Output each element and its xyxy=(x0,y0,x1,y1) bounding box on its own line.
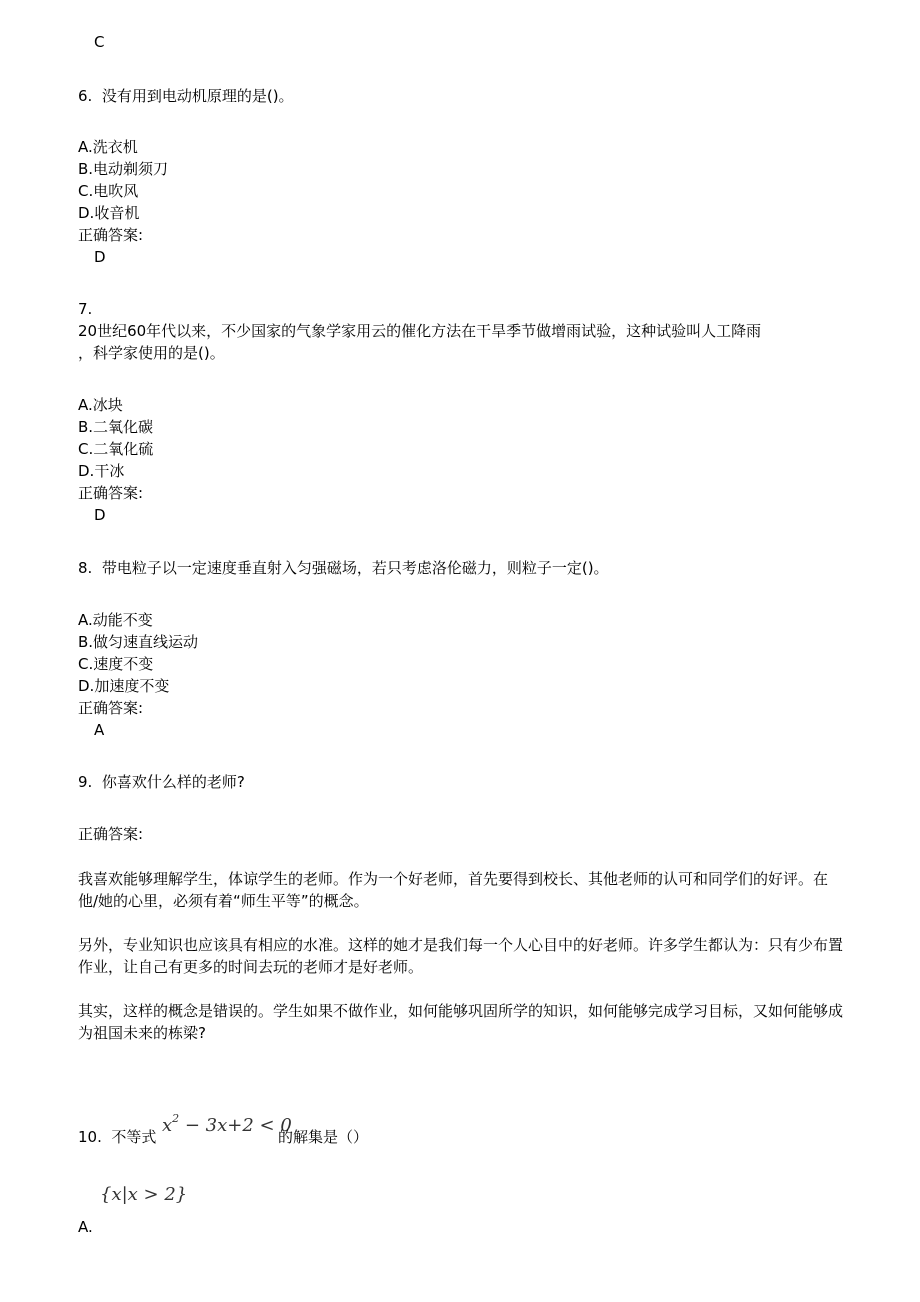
question-10-stem-prefix: 10. 不等式 xyxy=(78,1128,157,1146)
question-6-option-d: D.收音机 xyxy=(78,204,140,222)
question-9-answer-paragraph-2: 另外，专业知识也应该具有相应的水准。这样的她才是我们每一个人心目中的好老师。许多学生都认为：只有少布置作业，让自己有更多的时间去玩的老师才是好老师。 xyxy=(78,936,844,976)
question-6-answer-value: D xyxy=(94,248,106,266)
question-9-answer-label: 正确答案: xyxy=(78,825,144,843)
question-7-stem-line1: 20世纪60年代以来，不少国家的气象学家用云的催化方法在干旱季节做增雨试验，这种试验叫人工降雨 xyxy=(78,322,762,340)
question-7-option-a: A.冰块 xyxy=(78,396,123,414)
question-10-inequality-formula: $x^2 - 3x+2 < 0$ xyxy=(162,1112,292,1136)
question-7-answer-label: 正确答案: xyxy=(78,484,144,502)
question-6-answer-label: 正确答案: xyxy=(78,226,144,244)
question-8-answer-value: A xyxy=(94,721,105,739)
question-9-answer-paragraph-1: 我喜欢能够理解学生，体谅学生的老师。作为一个好老师，首先要得到校长、其他老师的认可和同学们的好评。在他/她的心里，必须有着“师生平等”的概念。 xyxy=(78,870,829,910)
question-7-stem-line2: ，科学家使用的是()。 xyxy=(78,344,225,362)
question-8-option-b: B.做匀速直线运动 xyxy=(78,633,199,651)
question-7-number: 7. xyxy=(78,300,93,318)
question-6-option-a: A.洗衣机 xyxy=(78,138,138,156)
question-7-option-b: B.二氧化碳 xyxy=(78,418,154,436)
question-10-option-a-formula: {x|x > 2} xyxy=(100,1184,188,1205)
question-9-stem: 9. 你喜欢什么样的老师? xyxy=(78,773,245,791)
question-7-answer-value: D xyxy=(94,506,106,524)
question-7-option-c: C.二氧化硫 xyxy=(78,440,154,458)
question-6-stem: 6. 没有用到电动机原理的是()。 xyxy=(78,87,294,105)
question-10-option-a-label: A. xyxy=(78,1218,93,1236)
question-6-option-b: B.电动剃须刀 xyxy=(78,160,169,178)
question-8-answer-label: 正确答案: xyxy=(78,699,144,717)
question-8-option-d: D.加速度不变 xyxy=(78,677,170,695)
question-6-option-c: C.电吹风 xyxy=(78,182,139,200)
question-7-option-d: D.干冰 xyxy=(78,462,125,480)
question-8-option-c: C.速度不变 xyxy=(78,655,154,673)
question-9-answer-paragraph-3: 其实，这样的概念是错误的。学生如果不做作业，如何能够巩固所学的知识，如何能够完成学习目标，又如何能够成为祖国未来的栋梁? xyxy=(78,1002,844,1042)
prev-answer-value: C xyxy=(94,33,105,51)
question-8-option-a: A.动能不变 xyxy=(78,611,153,629)
question-8-stem: 8. 带电粒子以一定速度垂直射入匀强磁场，若只考虑洛伦磁力，则粒子一定()。 xyxy=(78,559,609,577)
question-10-stem-suffix: 的解集是（） xyxy=(278,1128,369,1146)
